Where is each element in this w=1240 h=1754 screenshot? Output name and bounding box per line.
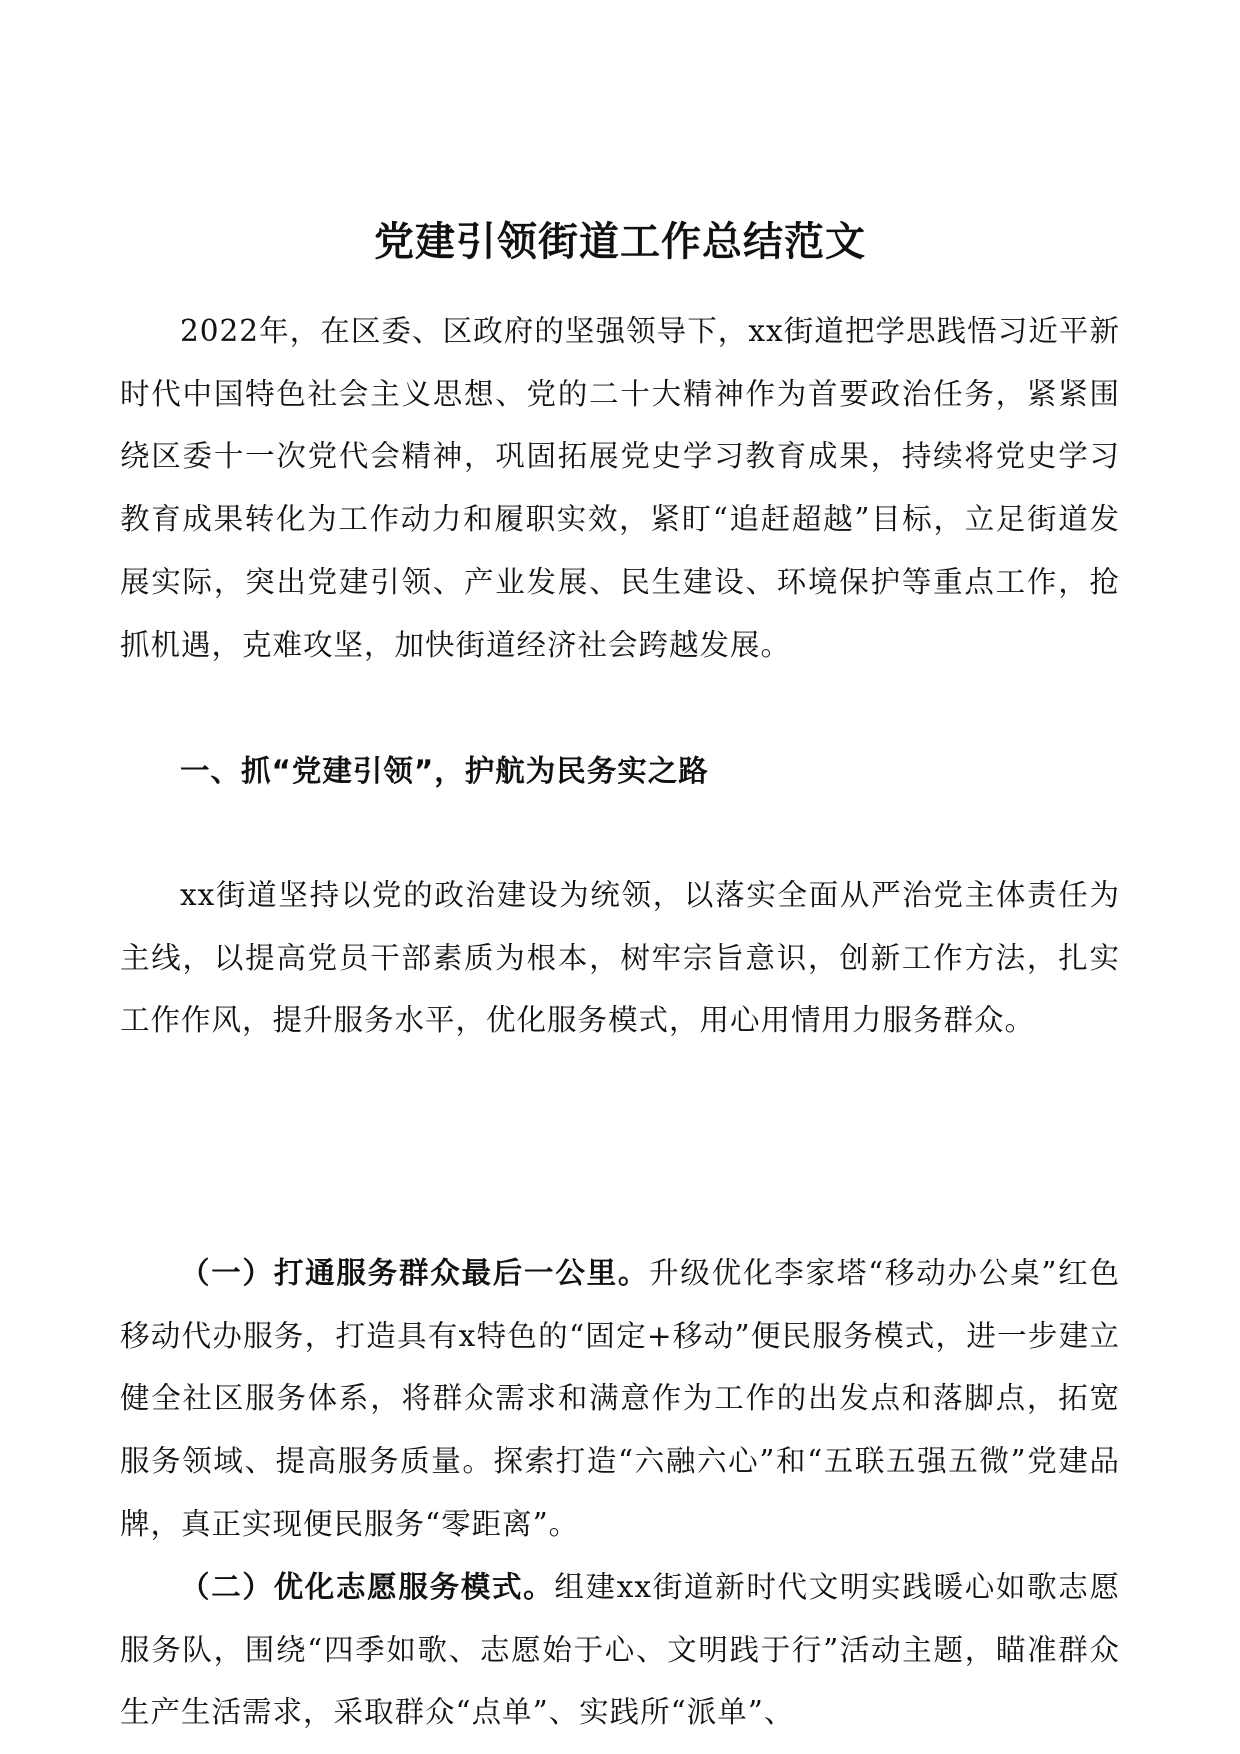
section-1-paragraph: xx街道坚持以党的政治建设为统领，以落实全面从严治党主体责任为主线，以提高党员干部素质为根本，树牢宗旨意识，创新工作方法，扎实工作作风，提升服务水平，优化服务模式，用心用情用力服务群众。 xyxy=(120,878,1120,1038)
subsection-1-paragraph xyxy=(120,1242,1120,1556)
subsection-2-lead: （二）优化志愿服务模式。 xyxy=(180,1570,555,1604)
subsection-1-body: 升级优化李家塔“移动办公桌”红色移动代办服务，打造具有x特色的“固定+移动”便民服务模式，进一步建立健全社区服务体系，将群众需求和满意作为工作的出发点和落脚点，拓宽服务领域、提高服务质量。探索打造“六融六心”和“五联五强五微”党建品牌，真正实现便民服务“零距离”。 xyxy=(120,1256,1120,1541)
section-heading-1: 一、抓“党建引领”，护航为民务实之路 xyxy=(180,754,709,788)
subsection-2-paragraph xyxy=(120,1556,1120,1744)
subsection-1-lead: （一）打通服务群众最后一公里。 xyxy=(180,1256,650,1290)
document-title: 党建引领街道工作总结范文 xyxy=(374,219,866,265)
subsection-2-body: 组建xx街道新时代文明实践暖心如歌志愿服务队，围绕“四季如歌、志愿始于心、文明践于行”活动主题，瞄准群众生产生活需求，采取群众“点单”、实践所“派单”、 xyxy=(120,1570,1120,1730)
intro-paragraph: 2022年，在区委、区政府的坚强领导下，xx街道把学思践悟习近平新时代中国特色社会主义思想、党的二十大精神作为首要政治任务，紧紧围绕区委十一次党代会精神，巩固拓展党史学习教育成果，持续将党史学习教育成果转化为工作动力和履职实效，紧盯“追赶超越”目标，立足街道发展实际，突出党建引领、产业发展、民生建设、环境保护等重点工作，抢抓机遇，克难攻坚，加快街道经济社会跨越发展。 xyxy=(120,314,1120,662)
